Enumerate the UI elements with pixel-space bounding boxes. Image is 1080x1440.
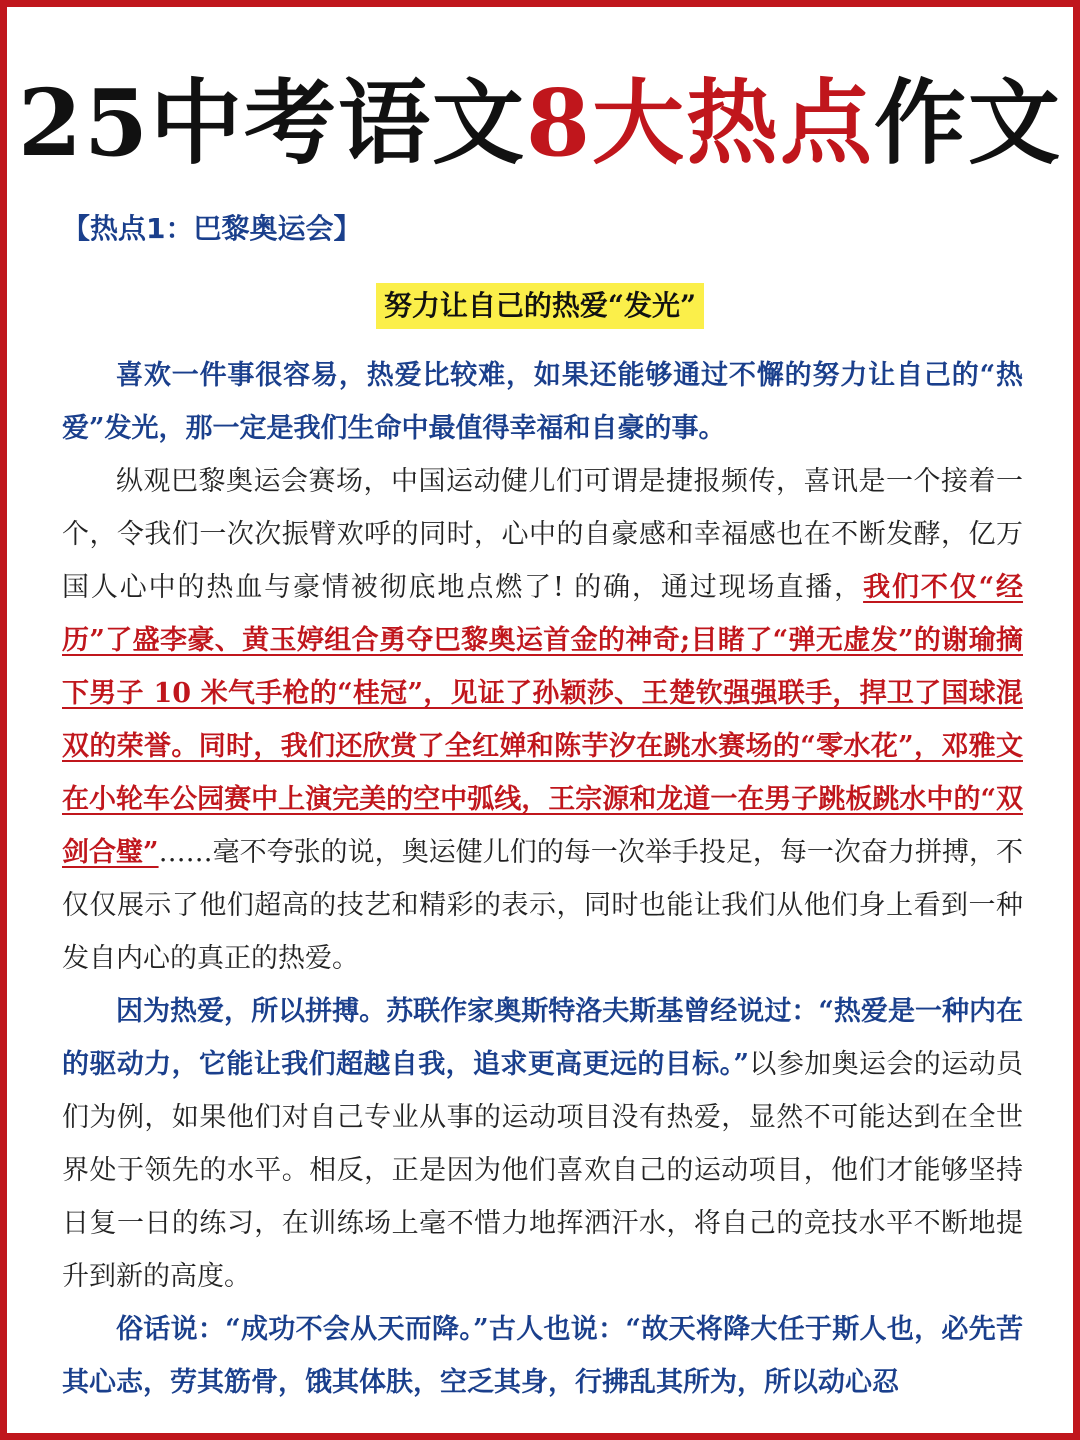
essay-body — [62, 349, 1023, 1409]
title-part-2-highlight: 8大热点 — [526, 69, 875, 177]
title-part-3: 作文 — [874, 69, 1063, 177]
essay-title: 努力让自己的热爱“发光” — [376, 283, 704, 329]
paragraph-3-bold-text: 因为热爱，所以拼搏。苏联作家奥斯特洛夫斯基曾经说过：“热爱是一种内在的驱动力，它能让我们超越自我，追求更高更远的目标。” — [62, 996, 1023, 1080]
paragraph-2 — [62, 455, 1023, 985]
paragraph-1 — [62, 349, 1023, 455]
page-title — [7, 67, 1073, 179]
paragraph-1-bold-text: 喜欢一件事很容易，热爱比较难，如果还能够通过不懈的努力让自己的“热爱”发光，那一定是我们生命中最值得幸福和自豪的事。 — [62, 360, 1023, 444]
paragraph-2-outro: ……毫不夸张的说，奥运健儿们的每一次举手投足，每一次奋力拼搏，不仅仅展示了他们超高的技艺和精彩的表示，同时也能让我们从他们身上看到一种发自内心的真正的热爱。 — [62, 837, 1024, 974]
paragraph-2-underlined-highlight: 我们不仅“经历”了盛李豪、黄玉婷组合勇夺巴黎奥运首金的神奇;目睹了“弹无虚发”的谢瑜摘下男子 10 米气手枪的“桂冠”，见证了孙颖莎、王楚钦强强联手，捍卫了国球混双的荣誉。同时，我们还欣赏了全红婵和陈芋汐在跳水赛场的“零水花”，邓雅文在小轮车公园赛中上演完美的空中弧线，王宗源和龙道一在男子跳板跳水中的“双剑合璧” — [62, 572, 1024, 868]
paragraph-3-text: 以参加奥运会的运动员们为例，如果他们对自己专业从事的运动项目没有热爱，显然不可能达到在全世界处于领先的水平。相反，正是因为他们喜欢自己的运动项目，他们才能够坚持日复一日的练习，在训练场上毫不惜力地挥洒汗水，将自己的竞技水平不断地提升到新的高度。 — [62, 1049, 1024, 1292]
section-heading: 【热点1：巴黎奥运会】 — [62, 212, 362, 245]
essay-title-wrap — [7, 283, 1073, 329]
paragraph-4 — [62, 1303, 1023, 1409]
title-part-1: 25中考语文 — [17, 69, 526, 177]
paragraph-3 — [62, 985, 1023, 1303]
paragraph-2-intro: 纵观巴黎奥运会赛场，中国运动健儿们可谓是捷报频传，喜讯是一个接着一个，令我们一次次振臂欢呼的同时，心中的自豪感和幸福感也在不断发酵，亿万国人心中的热血与豪情被彻底地点燃了! 的确，通过现场直播， — [62, 466, 1023, 603]
paragraph-4-bold-text: 俗话说：“成功不会从天而降。”古人也说：“故天将降大任于斯人也，必先苦其心志，劳其筋骨，饿其体肤，空乏其身，行拂乱其所为，所以动心忍 — [62, 1314, 1023, 1398]
